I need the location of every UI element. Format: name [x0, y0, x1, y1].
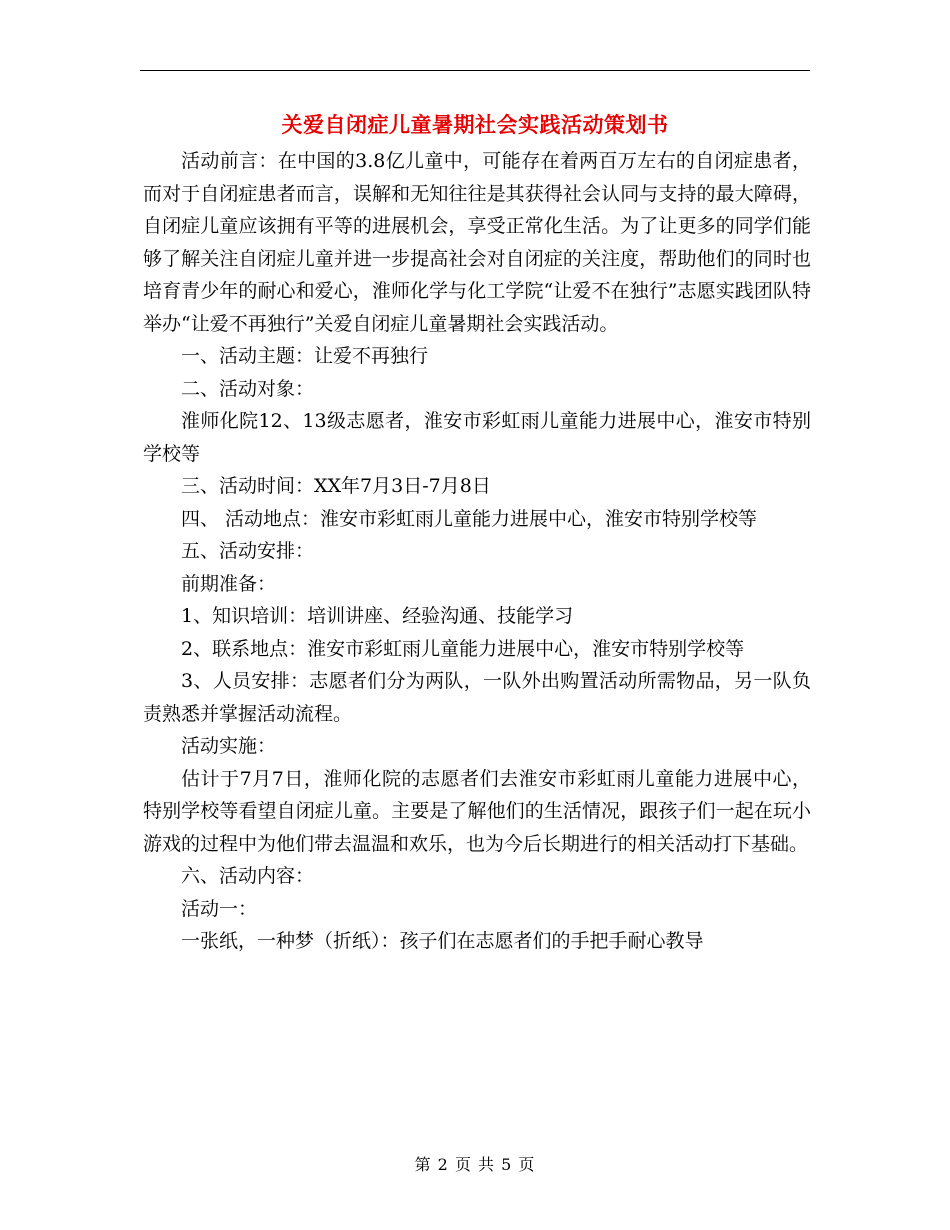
paragraph-arrangement-heading: 五、活动安排： — [181, 540, 315, 562]
page-number: 第 2 页 共 5 页 — [414, 1155, 536, 1174]
paragraph-staffing: 3、人员安排：志愿者们分为两队，一队外出购置活动所需物品，另一队负责熟悉并掌握活动流程。 — [143, 670, 811, 725]
paragraph-preface: 活动前言：在中国的3.8亿儿童中，可能存在着两百万左右的自闭症患者，而对于自闭症患者而言，误解和无知往往是其获得社会认同与支持的最大障碍，自闭症儿童应该拥有平等的进展机会，享受正常化生活。为了让更多的同学们能够了解关注自闭症儿童并进一步提高社会对自闭症的关注度，帮助他们的同时也培育青少年的耐心和爱心，淮师化学与化工学院“让爱不在独行”志愿实践团队特举办“让爱不再独行”关爱自闭症儿童暑期社会实践活动。 — [143, 150, 811, 335]
document-body — [143, 145, 811, 958]
paragraph-activity-one-heading: 活动一： — [181, 897, 258, 920]
paragraph-theme: 一、活动主题：让爱不再独行 — [181, 345, 429, 367]
paragraph-time: 三、活动时间：XX年7月3日-7月8日 — [181, 475, 491, 497]
paragraph-location: 四、 活动地点：淮安市彩虹雨儿童能力进展中心，淮安市特别学校等 — [181, 507, 758, 530]
paragraph-target: 淮师化院12、13级志愿者，淮安市彩虹雨儿童能力进展中心，淮安市特别学校等 — [143, 410, 811, 465]
paragraph-target-heading: 二、活动对象： — [181, 377, 315, 400]
header-rule — [140, 70, 810, 71]
paragraph-implementation: 估计于7月7日，淮师化院的志愿者们去淮安市彩虹雨儿童能力进展中心，特别学校等看望自闭症儿童。主要是了解他们的生活情况，跟孩子们一起在玩小游戏的过程中为他们带去温温和欢乐，也为今后长期进行的相关活动打下基础。 — [143, 767, 811, 855]
paragraph-contact: 2、联系地点：淮安市彩虹雨儿童能力进展中心，淮安市特别学校等 — [181, 637, 745, 660]
paragraph-preparation-heading: 前期准备： — [181, 572, 277, 595]
paragraph-training: 1、知识培训：培训讲座、经验沟通、技能学习 — [181, 605, 574, 627]
paragraph-content-heading: 六、活动内容： — [181, 865, 315, 887]
document-title: 关爱自闭症儿童暑期社会实践活动策划书 — [281, 112, 669, 137]
paragraph-implementation-heading: 活动实施： — [181, 735, 277, 757]
paragraph-activity-one: 一张纸，一种梦（折纸）：孩子们在志愿者们的手把手耐心教导 — [181, 930, 704, 952]
